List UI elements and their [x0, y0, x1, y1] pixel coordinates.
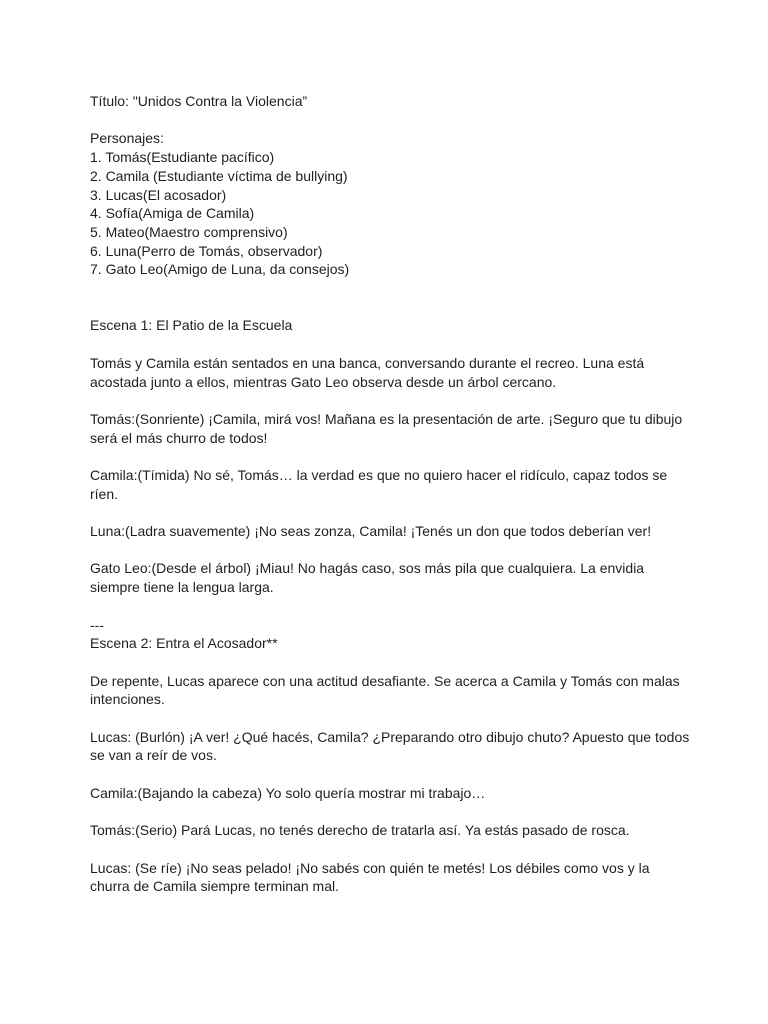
dialogue-line: Camila:(Bajando la cabeza) Yo solo quería mostrar mi trabajo… [90, 784, 486, 801]
dialogue-line: Luna:(Ladra suavemente) ¡No seas zonza, Camila! ¡Tenés un don que todos deberían ver! [90, 523, 652, 540]
spacer [90, 503, 690, 522]
character-item: 7. Gato Leo(Amigo de Luna, da consejos) [90, 261, 350, 278]
spacer [90, 840, 690, 859]
spacer [90, 447, 690, 466]
document-title: Título: "Unidos Contra la Violencia” [90, 93, 308, 109]
spacer [90, 279, 690, 316]
dialogue-line: Tomás:(Sonriente) ¡Camila, mirá vos! Mañana es la presentación de arte. ¡Seguro que tu dibujo será el más churro de todos! [90, 410, 687, 446]
character-item: 5. Mateo(Maestro comprensivo) [90, 223, 288, 240]
scene-heading: Escena 1: El Patio de la Escuela [90, 317, 293, 334]
character-item: 4. Sofía(Amiga de Camila) [90, 205, 255, 222]
dialogue-line: Camila:(Tímida) No sé, Tomás… la verdad es que no quiero hacer el ridículo, capaz todos se ríen. [90, 466, 672, 502]
character-item: 2. Camila (Estudiante víctima de bullying) [90, 167, 348, 184]
character-item: 1. Tomás(Estudiante pacífico) [90, 149, 275, 166]
characters-heading: Personajes: [90, 130, 164, 147]
dialogue-line: Lucas: (Se ríe) ¡No seas pelado! ¡No sabés con quién te metés! Los débiles como vos y la churra de Camila siempre terminan mal. [90, 859, 654, 895]
spacer [90, 111, 690, 130]
spacer [90, 597, 690, 616]
spacer [90, 653, 690, 672]
spacer [90, 541, 690, 560]
scene-paragraph: De repente, Lucas aparece con una actitud desafiante. Se acerca a Camila y Tomás con malas intenciones. [90, 672, 684, 708]
document-body [90, 92, 694, 896]
spacer [90, 765, 690, 784]
scene-paragraph: Tomás y Camila están sentados en una banca, conversando durante el recreo. Luna está acostada junto a ellos, mientras Gato Leo observa desde un árbol cercano. [90, 354, 649, 390]
dialogue-line: Gato Leo:(Desde el árbol) ¡Miau! No hagás caso, sos más pila que cualquiera. La envidia siempre tiene la lengua larga. [90, 560, 648, 596]
spacer [90, 335, 690, 354]
dialogue-line: Tomás:(Serio) Pará Lucas, no tenés derecho de tratarla así. Ya estás pasado de rosca. [90, 822, 630, 839]
spacer [90, 803, 690, 822]
scene-separator: --- [90, 616, 104, 633]
spacer [90, 391, 690, 410]
spacer [90, 709, 690, 728]
character-item: 3. Lucas(El acosador) [90, 186, 227, 203]
character-item: 6. Luna(Perro de Tomás, observador) [90, 242, 323, 259]
dialogue-line: Lucas: (Burlón) ¡A ver! ¿Qué hacés, Camila? ¿Preparando otro dibujo chuto? Apuesto que todos se van a reír de vos. [90, 728, 694, 764]
scene-heading: Escena 2: Entra el Acosador** [90, 635, 278, 652]
